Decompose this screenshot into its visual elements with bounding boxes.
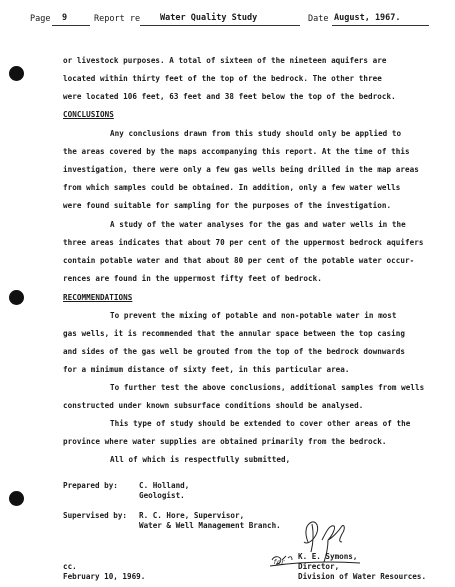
body-line: gas wells, it is recommended that the annular space between the top casing — [63, 329, 406, 338]
body-line: A study of the water analyses for the gas and water wells in the — [110, 220, 406, 229]
body-line: To prevent the mixing of potable and non-potable water in most — [110, 311, 397, 320]
page-label: Page — [30, 14, 51, 24]
binder-hole-bottom — [9, 491, 24, 506]
supervised-by-name: R. C. Hore, Supervisor, — [139, 511, 245, 520]
supervised-by-title: Water & Well Management Branch. — [139, 521, 281, 530]
director-division: Division of Water Resources. — [298, 572, 427, 581]
closing-line: All of which is respectfully submitted, — [110, 455, 291, 464]
body-line: and sides of the gas well be grouted from the top of the bedrock downwards — [63, 347, 406, 356]
page-number-underline — [52, 25, 90, 26]
prepared-by-name: C. Holland, — [139, 481, 190, 490]
report-label: Report re — [94, 14, 141, 24]
body-line: three areas indicates that about 70 per cent of the uppermost bedrock aquifers — [63, 238, 424, 247]
prepared-by-label: Prepared by: — [63, 481, 118, 490]
body-line: from which samples could be obtained. In addition, only a few water wells — [63, 183, 401, 192]
binder-hole-top — [9, 66, 24, 81]
body-line: province where water supplies are obtained primarily from the bedrock. — [63, 437, 387, 446]
body-line: were found suitable for sampling for the purposes of the investigation. — [63, 201, 392, 210]
body-line: To further test the above conclusions, additional samples from wells — [110, 383, 425, 392]
date-underline — [332, 25, 429, 26]
cc-label: cc. — [63, 562, 77, 571]
report-subject: Water Quality Study — [160, 13, 258, 23]
signature-for-prefix: for — [273, 558, 285, 566]
body-line: This type of study should be extended to cover other areas of the — [110, 419, 411, 428]
binder-hole-middle — [9, 290, 24, 305]
letter-date: February 10, 1969. — [63, 572, 146, 581]
heading-recommendations: RECOMMENDATIONS — [63, 293, 133, 302]
body-line: Any conclusions drawn from this study should only be applied to — [110, 129, 402, 138]
body-line: constructed under known subsurface conditions should be analysed. — [63, 401, 364, 410]
body-line: were located 106 feet, 63 feet and 38 feet below the top of the bedrock. — [63, 92, 396, 101]
body-line: the areas covered by the maps accompanying this report. At the time of this — [63, 147, 410, 156]
date-value: August, 1967. — [334, 13, 401, 23]
body-line: located within thirty feet of the top of the bedrock. The other three — [63, 74, 382, 83]
heading-conclusions: CONCLUSIONS — [63, 110, 114, 119]
director-name: K. E. Symons, — [298, 552, 358, 561]
date-label: Date — [308, 14, 329, 24]
supervised-by-label: Supervised by: — [63, 511, 128, 520]
page-number: 9 — [62, 13, 68, 23]
body-line: for a minimum distance of sixty feet, in this particular area. — [63, 365, 350, 374]
body-line: investigation, there were only a few gas wells being drilled in the map areas — [63, 165, 419, 174]
director-title: Director, — [298, 562, 340, 571]
body-line: or livestock purposes. A total of sixteen of the nineteen aquifers are — [63, 56, 387, 65]
body-line: rences are found in the uppermost fifty feet of bedrock. — [63, 274, 322, 283]
body-line: contain potable water and that about 80 per cent of the potable water occur- — [63, 256, 415, 265]
prepared-by-title: Geologist. — [139, 491, 185, 500]
report-subject-underline — [140, 25, 300, 26]
